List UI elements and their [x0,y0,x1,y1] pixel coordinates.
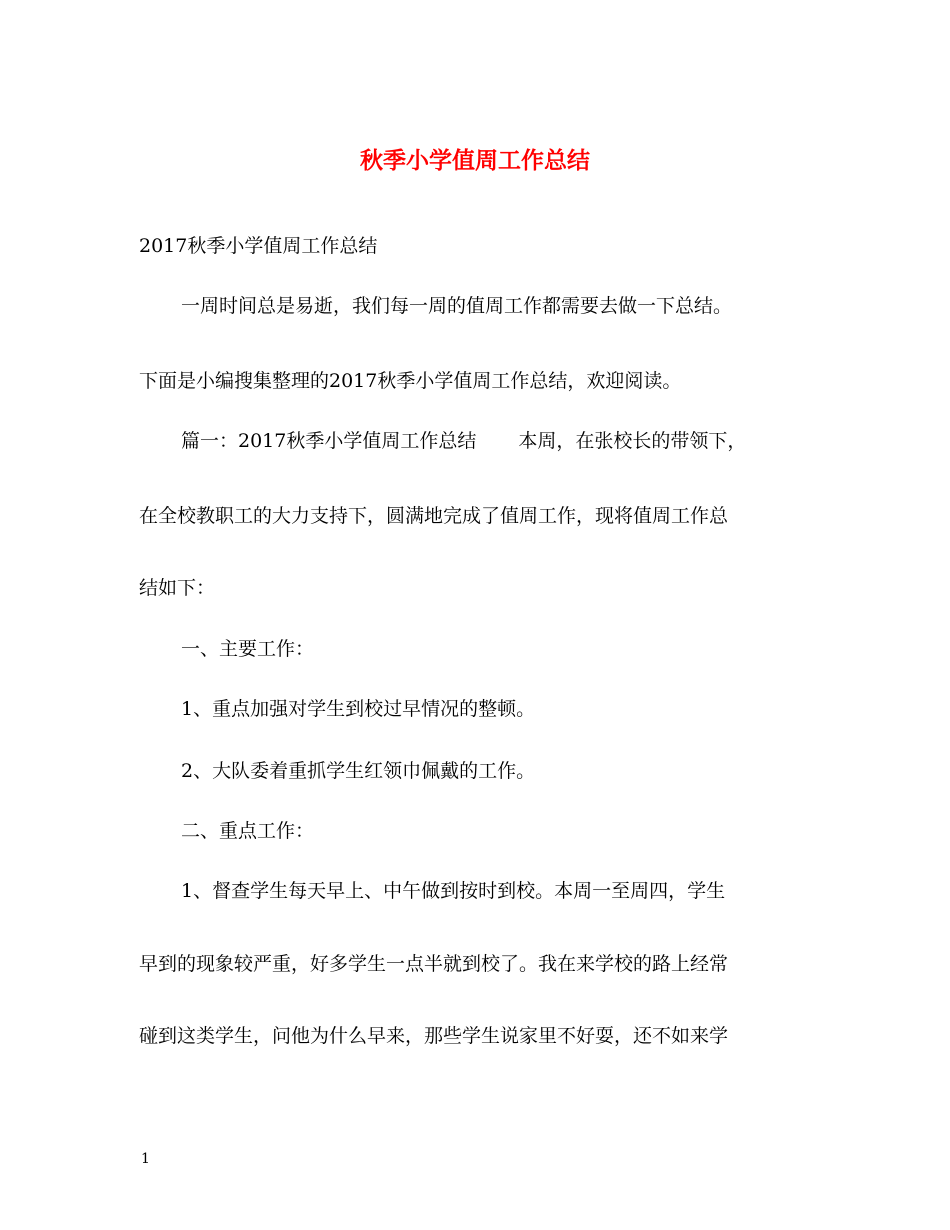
document-subtitle: 2017秋季小学值周工作总结 [139,235,378,257]
paragraph-text: 本周，在张校长的带领下， [518,430,747,452]
list-item: 1、督查学生每天早上、中午做到按时到校。本周一至周四，学生 [181,880,726,902]
section-heading: 一、主要工作： [181,638,315,660]
list-item: 1、重点加强对学生到校过早情况的整顿。 [181,698,536,720]
list-item: 2、大队委着重抓学生红领巾佩戴的工作。 [181,760,536,782]
paragraph-line: 下面是小编搜集整理的2017秋季小学值周工作总结，欢迎阅读。 [139,370,682,392]
document-title: 秋季小学值周工作总结 [360,147,590,174]
paragraph-line: 在全校教职工的大力支持下，圆满地完成了值周工作，现将值周工作总 [139,505,729,527]
paragraph-line: 早到的现象较严重，好多学生一点半就到校了。我在来学校的路上经常 [139,953,729,975]
section-heading: 二、重点工作： [181,820,315,842]
paragraph-line: 结如下： [139,577,216,599]
paragraph-line [181,428,746,454]
paragraph-line: 一周时间总是易逝，我们每一周的值周工作都需要去做一下总结。 [181,295,733,317]
page-number: 1 [141,1151,150,1167]
section-heading: 篇一：2017秋季小学值周工作总结 [181,430,477,452]
paragraph-line: 碰到这类学生，问他为什么早来，那些学生说家里不好耍，还不如来学 [139,1025,729,1047]
